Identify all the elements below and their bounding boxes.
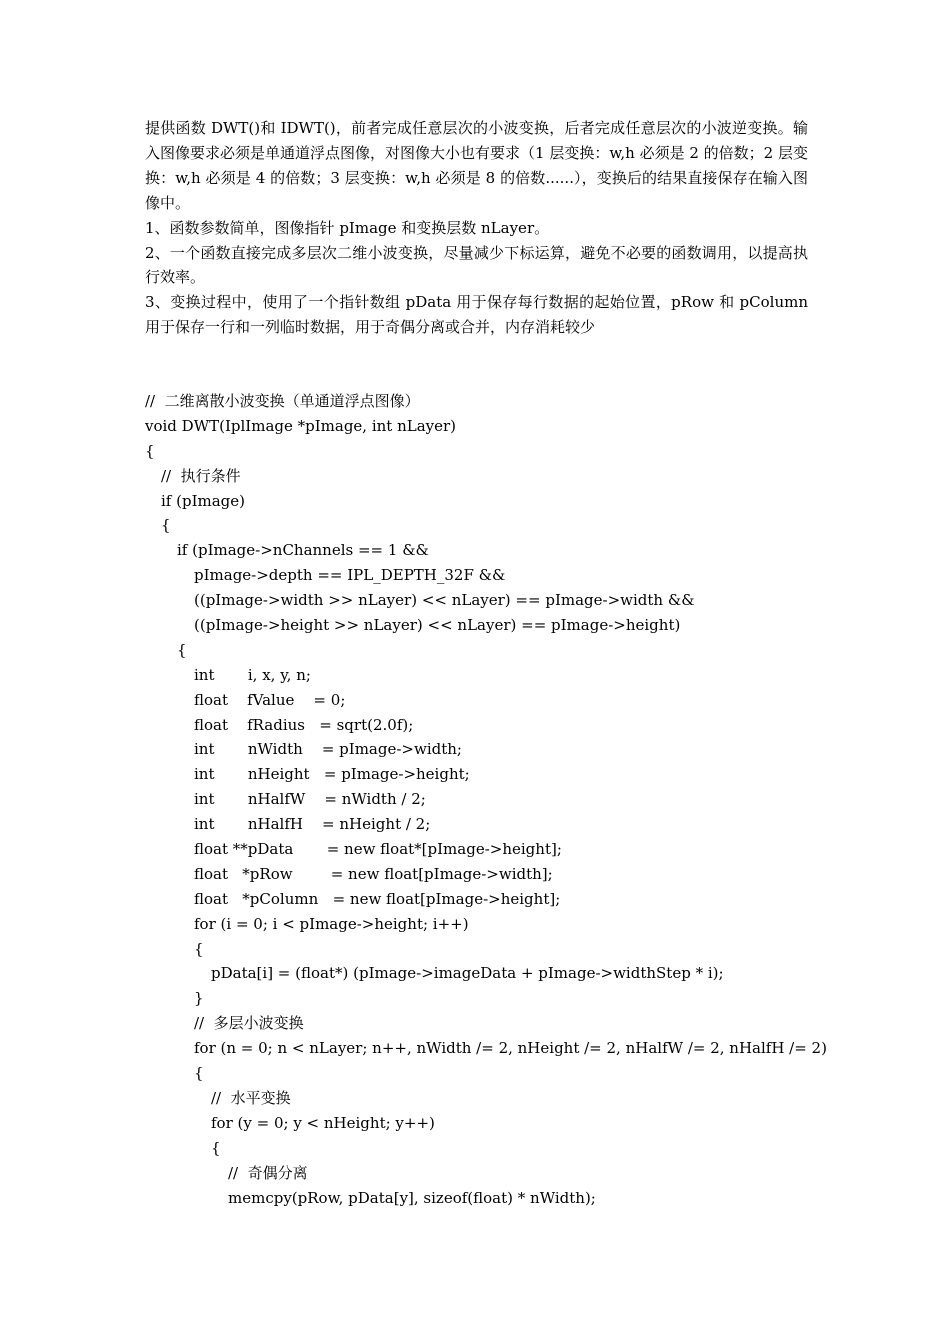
- code-line: }: [194, 989, 204, 1008]
- code-comment: // 多层小波变换: [194, 1014, 304, 1033]
- code-line: for (n = 0; n < nLayer; n++, nWidth /= 2, nHeight /= 2, nHalfW /= 2, nHalfH /= 2): [194, 1039, 827, 1058]
- code-line: ((pImage->height >> nLayer) << nLayer) == pImage->height): [194, 616, 681, 635]
- code-line: float *pColumn = new float[pImage->height];: [194, 889, 561, 908]
- code-line: int nHeight = pImage->height;: [194, 765, 470, 784]
- code-line: pImage->depth == IPL_DEPTH_32F &&: [194, 566, 506, 585]
- code-line: {: [211, 1138, 221, 1157]
- code-line: int nWidth = pImage->width;: [194, 740, 462, 759]
- code-line: float **pData = new float*[pImage->height];: [194, 840, 562, 859]
- code-line: float *pRow = new float[pImage->width];: [194, 864, 553, 883]
- code-line: {: [145, 441, 155, 460]
- intro-text-block: [145, 116, 808, 340]
- code-line: for (i = 0; i < pImage->height; i++): [194, 914, 469, 933]
- code-comment: // 二维离散小波变换（单通道浮点图像）: [145, 392, 420, 410]
- code-line: int i, x, y, n;: [194, 665, 311, 684]
- intro-paragraph: 提供函数 DWT()和 IDWT()，前者完成任意层次的小波变换，后者完成任意层次的小波逆变换。输入图像要求必须是单通道浮点图像，对图像大小也有要求（1 层变换：w,h 必须是 2 的倍数；2 层变换：w,h 必须是 4 的倍数；3 层变换：w,h 必须是 8 的倍数......），变换后的结果直接保存在输入图像中。: [145, 119, 808, 212]
- code-line: memcpy(pRow, pData[y], sizeof(float) * nWidth);: [228, 1188, 596, 1207]
- code-line: {: [194, 939, 204, 958]
- intro-point-2: 2、一个函数直接完成多层次二维小波变换，尽量减少下标运算，避免不必要的函数调用，以提高执行效率。: [145, 243, 808, 287]
- code-listing: [145, 389, 845, 1210]
- code-line: for (y = 0; y < nHeight; y++): [211, 1113, 435, 1132]
- code-line: pData[i] = (float*) (pImage->imageData + pImage->widthStep * i);: [211, 964, 724, 983]
- code-line: int nHalfW = nWidth / 2;: [194, 790, 426, 809]
- code-comment: // 奇偶分离: [228, 1163, 308, 1182]
- code-comment: // 执行条件: [161, 466, 241, 485]
- intro-point-3: 3、变换过程中，使用了一个指针数组 pData 用于保存每行数据的起始位置，pRow 和 pColumn 用于保存一行和一列临时数据，用于奇偶分离或合并，内存消耗较少: [145, 293, 808, 337]
- code-line: {: [194, 1064, 204, 1083]
- code-line: if (pImage->nChannels == 1 &&: [177, 541, 429, 560]
- code-line: float fRadius = sqrt(2.0f);: [194, 715, 414, 734]
- code-line: {: [161, 516, 171, 535]
- code-line: {: [177, 640, 187, 659]
- code-line: void DWT(IplImage *pImage, int nLayer): [145, 416, 457, 435]
- code-line: float fValue = 0;: [194, 690, 346, 709]
- code-line: if (pImage): [161, 491, 245, 510]
- intro-point-1: 1、函数参数简单，图像指针 pImage 和变换层数 nLayer。: [145, 218, 550, 237]
- code-line: int nHalfH = nHeight / 2;: [194, 815, 431, 834]
- code-line: ((pImage->width >> nLayer) << nLayer) == pImage->width &&: [194, 591, 695, 610]
- code-comment: // 水平变换: [211, 1088, 291, 1107]
